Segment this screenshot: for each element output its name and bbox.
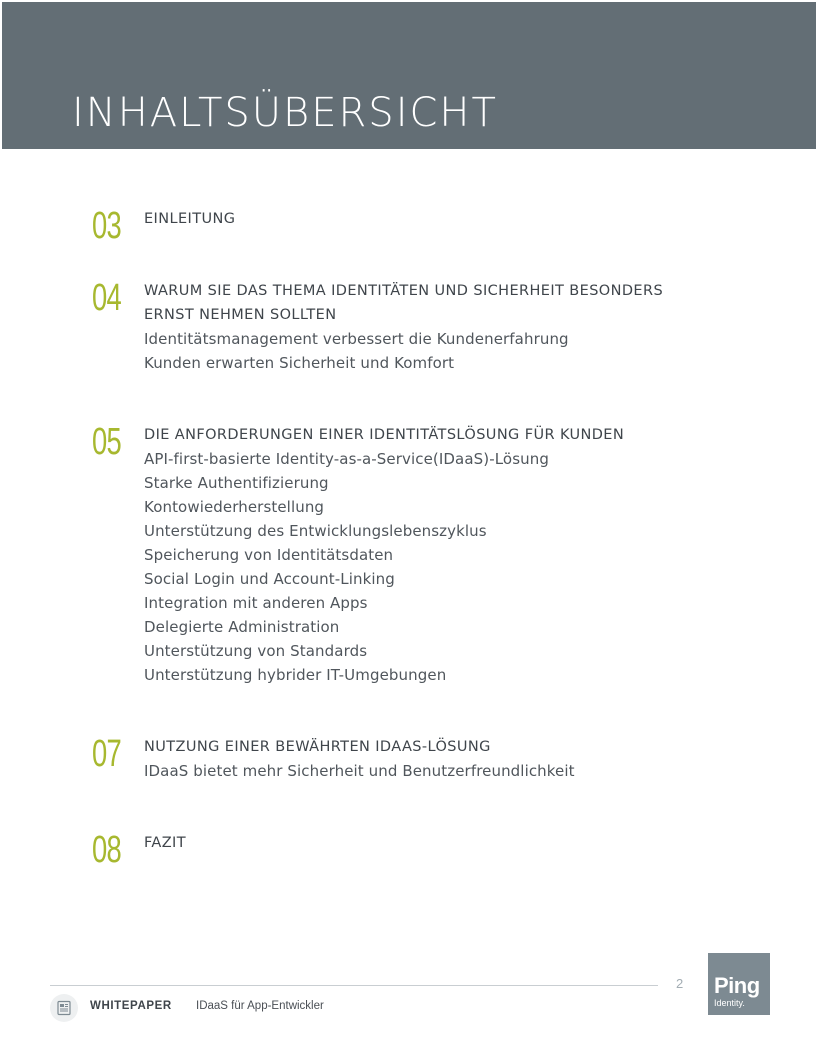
toc-number: 07 <box>92 733 122 775</box>
toc-subitem[interactable]: Starke Authentifizierung <box>144 474 329 492</box>
toc-heading: EINLEITUNG <box>144 211 236 227</box>
ping-identity-logo <box>708 953 770 1015</box>
toc-heading: NUTZUNG EINER BEWÄHRTEN IDAAS-LÖSUNG <box>144 739 491 755</box>
document-icon <box>50 994 78 1022</box>
toc-subitem[interactable]: Unterstützung von Standards <box>144 642 368 660</box>
toc-heading-line2: ERNST NEHMEN SOLLTEN <box>144 307 337 323</box>
toc-number: 08 <box>92 829 122 871</box>
toc-heading: FAZIT <box>144 835 186 851</box>
toc-subitem[interactable]: IDaaS bietet mehr Sicherheit und Benutzerfreundlichkeit <box>144 762 575 780</box>
toc-subitem[interactable]: Integration mit anderen Apps <box>144 594 368 612</box>
toc-subitem[interactable]: API-first-basierte Identity-as-a-Service(IDaaS)-Lösung <box>144 450 549 468</box>
page-number: 2 <box>676 976 684 991</box>
page-title: INHALTSÜBERSICHT <box>72 90 498 136</box>
toc-number: 04 <box>92 277 122 319</box>
toc-heading: WARUM SIE DAS THEMA IDENTITÄTEN UND SICHERHEIT BESONDERS <box>144 283 664 299</box>
toc-heading: DIE ANFORDERUNGEN EINER IDENTITÄTSLÖSUNG FÜR KUNDEN <box>144 427 625 443</box>
toc-subitem[interactable]: Identitätsmanagement verbessert die Kundenerfahrung <box>144 330 569 348</box>
toc-number: 05 <box>92 421 122 463</box>
header-banner <box>2 2 816 149</box>
toc-subitem[interactable]: Delegierte Administration <box>144 618 340 636</box>
logo-subtext: Identity. <box>714 998 745 1008</box>
toc-subitem[interactable]: Speicherung von Identitätsdaten <box>144 546 394 564</box>
toc-subitem[interactable]: Social Login und Account-Linking <box>144 570 395 588</box>
toc-subitem[interactable]: Unterstützung hybrider IT-Umgebungen <box>144 666 447 684</box>
footer-divider <box>50 985 658 986</box>
toc-subitem[interactable]: Kunden erwarten Sicherheit und Komfort <box>144 354 455 372</box>
toc-subitem[interactable]: Kontowiederherstellung <box>144 498 325 516</box>
logo-wordmark: Ping <box>714 973 760 998</box>
toc-subitem[interactable]: Unterstützung des Entwicklungslebenszyklus <box>144 522 487 540</box>
toc-number: 03 <box>92 205 122 247</box>
footer-title: IDaaS für App-Entwickler <box>196 1000 324 1012</box>
footer-label: WHITEPAPER <box>90 1000 172 1012</box>
